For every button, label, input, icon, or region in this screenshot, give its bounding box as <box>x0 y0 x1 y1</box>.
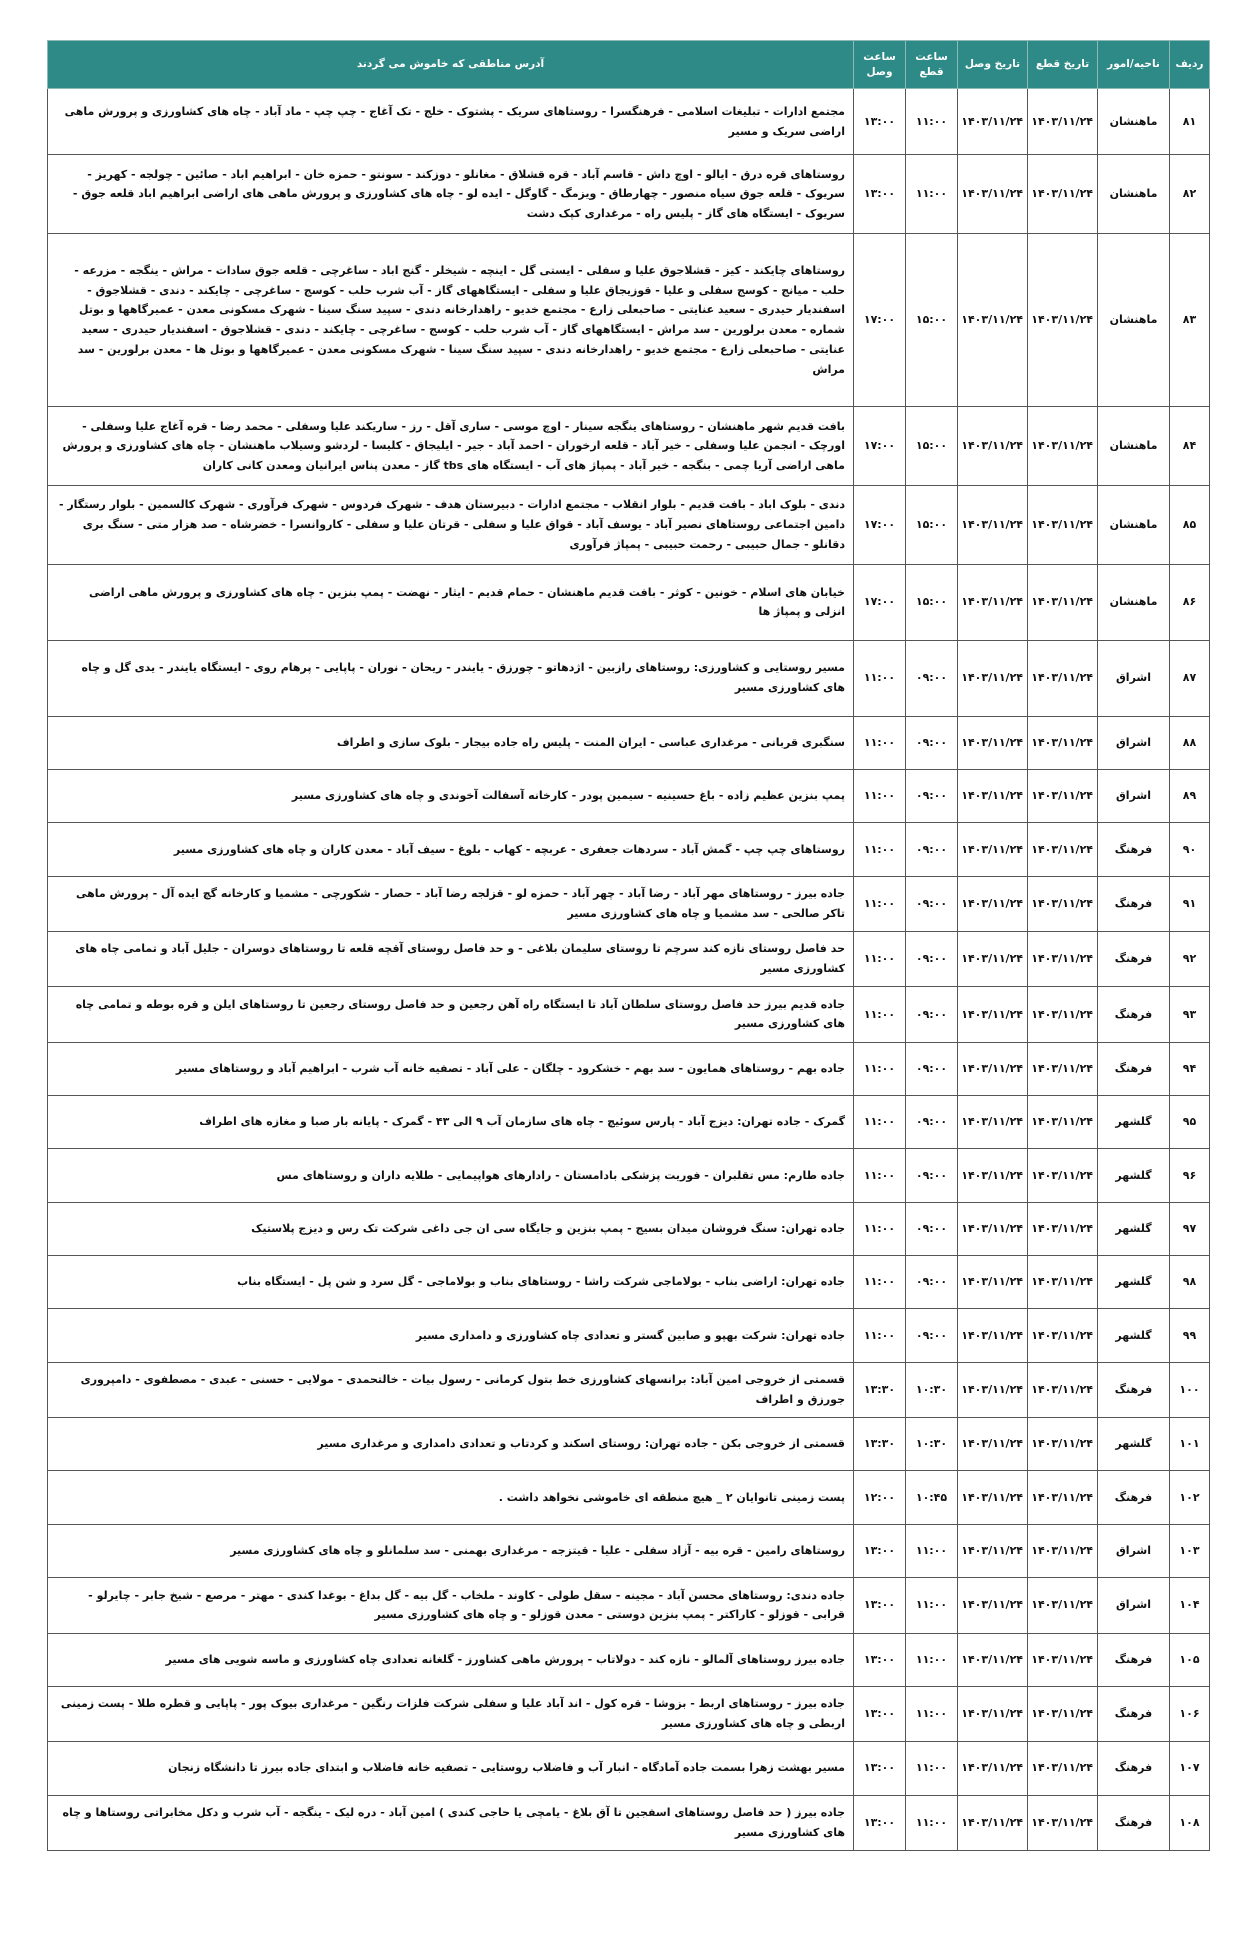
row-cut-time: ۱۵:۰۰ <box>906 564 958 640</box>
row-address: خیابان های اسلام - خونین - کوثر - بافت قدیم ماهنشان - حمام قدیم - ایثار - نهضت - پمپ بنزین - چاه های کشاورزی و پرورش ماهی اراضی انزلی و پمپاژ ها <box>48 564 854 640</box>
row-address: روستاهای چپ چپ - گمش آباد - سردهات جعفری - عربچه - کهاب - بلوغ - سیف آباد - معدن کاران و چاه های کشاورزی مسیر <box>48 823 854 876</box>
row-connect-time: ۱۷:۰۰ <box>854 407 906 486</box>
row-number: ۹۶ <box>1170 1149 1210 1202</box>
table-row <box>48 1095 1210 1148</box>
row-cut-time: ۰۹:۰۰ <box>906 1256 958 1309</box>
table-row <box>48 770 1210 823</box>
row-address: پست زمینی تانوایان ۲ _ هیچ منطقه ای خاموشی نخواهد داشت . <box>48 1471 854 1524</box>
table-row <box>48 1795 1210 1850</box>
row-connect-time: ۱۱:۰۰ <box>854 716 906 769</box>
row-cut-date: ۱۴۰۳/۱۱/۲۴ <box>1028 1256 1098 1309</box>
row-address: جاده بهم - روستاهای همایون - سد بهم - خشکرود - چلگان - علی آباد - تصفیه خانه آب شرب - ابراهیم آباد و روستاهای مسیر <box>48 1042 854 1095</box>
table-row <box>48 407 1210 486</box>
row-number: ۱۰۶ <box>1170 1686 1210 1741</box>
row-cut-date: ۱۴۰۳/۱۱/۲۴ <box>1028 1362 1098 1417</box>
row-connect-date: ۱۴۰۳/۱۱/۲۴ <box>958 770 1028 823</box>
row-number: ۹۵ <box>1170 1095 1210 1148</box>
row-address: جاده تهران: شرکت بهپو و صابین گستر و تعدادی چاه کشاورزی و دامداری مسیر <box>48 1309 854 1362</box>
row-address: سنگبری قربانی - مرغداری عباسی - ایران المنت - پلیس راه جاده بیجار - بلوک سازی و اطراف <box>48 716 854 769</box>
row-address: قسمتی از خروجی بکن - جاده تهران: روستای اسکند و کردتاب و تعدادی دامداری و مرغداری مسیر <box>48 1418 854 1471</box>
row-cut-time: ۰۹:۰۰ <box>906 716 958 769</box>
row-address: جاده بیرز - روستاهای مهر آباد - رضا آباد - چهر آباد - حمزه لو - قزلجه رضا آباد - حصار - شکورچی - مشمیا و کارخانه گچ ایده آل - پرورش ماهی تاکر صالحی - سد مشمیا و چاه های کشاورزی مسیر <box>48 876 854 931</box>
row-number: ۸۲ <box>1170 155 1210 234</box>
row-connect-date: ۱۴۰۳/۱۱/۲۴ <box>958 407 1028 486</box>
row-number: ۱۰۱ <box>1170 1418 1210 1471</box>
row-area: فرهنگ <box>1098 1362 1170 1417</box>
row-cut-date: ۱۴۰۳/۱۱/۲۴ <box>1028 1578 1098 1633</box>
table-row <box>48 932 1210 987</box>
row-area: ماهنشان <box>1098 407 1170 486</box>
row-cut-date: ۱۴۰۳/۱۱/۲۴ <box>1028 1795 1098 1850</box>
row-address: مسیر بهشت زهرا بسمت جاده آمادگاه - انبار آب و فاضلاب روستایی - تصفیه خانه فاضلاب و ابتدای جاده بیرز تا دانشگاه زنجان <box>48 1742 854 1795</box>
table-row <box>48 716 1210 769</box>
row-address: جاده بیرز روستاهای آلمالو - نازه کند - دولاتاب - پرورش ماهی کشاورز - گلغانه تعدادی چاه کشاورزی و ماسه شویی های مسیر <box>48 1633 854 1686</box>
row-connect-time: ۱۱:۰۰ <box>854 987 906 1042</box>
header-area: ناحیه/امور <box>1098 41 1170 89</box>
row-cut-time: ۱۱:۰۰ <box>906 1633 958 1686</box>
row-number: ۹۳ <box>1170 987 1210 1042</box>
table-row <box>48 89 1210 155</box>
row-number: ۹۰ <box>1170 823 1210 876</box>
row-cut-date: ۱۴۰۳/۱۱/۲۴ <box>1028 1742 1098 1795</box>
row-cut-date: ۱۴۰۳/۱۱/۲۴ <box>1028 1042 1098 1095</box>
header-connect-time: ساعت وصل <box>854 41 906 89</box>
row-number: ۸۷ <box>1170 640 1210 716</box>
row-area: اشراق <box>1098 1578 1170 1633</box>
row-cut-date: ۱۴۰۳/۱۱/۲۴ <box>1028 486 1098 565</box>
row-connect-time: ۱۱:۰۰ <box>854 932 906 987</box>
header-cut-date: تاریخ قطع <box>1028 41 1098 89</box>
outage-table-sheet <box>47 40 1209 1851</box>
row-cut-date: ۱۴۰۳/۱۱/۲۴ <box>1028 1418 1098 1471</box>
row-connect-time: ۱۳:۰۰ <box>854 1633 906 1686</box>
row-cut-time: ۱۰:۳۰ <box>906 1362 958 1417</box>
row-cut-time: ۱۵:۰۰ <box>906 486 958 565</box>
row-cut-date: ۱۴۰۳/۱۱/۲۴ <box>1028 1095 1098 1148</box>
row-cut-date: ۱۴۰۳/۱۱/۲۴ <box>1028 1149 1098 1202</box>
row-number: ۹۷ <box>1170 1202 1210 1255</box>
row-connect-date: ۱۴۰۳/۱۱/۲۴ <box>958 1524 1028 1577</box>
row-address: حد فاصل روستای نازه کند سرچم تا روستای سلیمان بلاغی - و حد فاصل روستای آقچه قلعه تا روستاهای دوسران - جلیل آباد و تمامی چاه های کشاورزی مسیر <box>48 932 854 987</box>
row-cut-date: ۱۴۰۳/۱۱/۲۴ <box>1028 407 1098 486</box>
row-area: اشراق <box>1098 1524 1170 1577</box>
row-cut-date: ۱۴۰۳/۱۱/۲۴ <box>1028 89 1098 155</box>
row-cut-date: ۱۴۰۳/۱۱/۲۴ <box>1028 564 1098 640</box>
row-connect-date: ۱۴۰۳/۱۱/۲۴ <box>958 486 1028 565</box>
row-area: گلشهر <box>1098 1149 1170 1202</box>
row-number: ۱۰۸ <box>1170 1795 1210 1850</box>
table-row <box>48 1578 1210 1633</box>
row-connect-time: ۱۱:۰۰ <box>854 640 906 716</box>
row-cut-date: ۱۴۰۳/۱۱/۲۴ <box>1028 1202 1098 1255</box>
row-connect-time: ۱۱:۰۰ <box>854 1042 906 1095</box>
row-area: گلشهر <box>1098 1095 1170 1148</box>
row-area: گلشهر <box>1098 1202 1170 1255</box>
row-cut-date: ۱۴۰۳/۱۱/۲۴ <box>1028 234 1098 407</box>
row-area: اشراق <box>1098 770 1170 823</box>
row-number: ۸۴ <box>1170 407 1210 486</box>
row-cut-date: ۱۴۰۳/۱۱/۲۴ <box>1028 1471 1098 1524</box>
row-connect-time: ۱۱:۰۰ <box>854 1309 906 1362</box>
row-cut-time: ۰۹:۰۰ <box>906 876 958 931</box>
row-address: مسیر روستایی و کشاورزی: روستاهای رازبین - اژدهاتو - چورزق - یایندر - ریحان - نوران - پاپایی - پرهام روی - ایستگاه یایندر - یدی گل و چاه های کشاورزی مسیر <box>48 640 854 716</box>
row-number: ۸۶ <box>1170 564 1210 640</box>
row-number: ۸۳ <box>1170 234 1210 407</box>
table-body <box>48 89 1210 1851</box>
row-area: اشراق <box>1098 640 1170 716</box>
row-number: ۱۰۴ <box>1170 1578 1210 1633</box>
row-area: فرهنگ <box>1098 1742 1170 1795</box>
row-cut-time: ۰۹:۰۰ <box>906 1042 958 1095</box>
row-area: ماهنشان <box>1098 486 1170 565</box>
row-cut-date: ۱۴۰۳/۱۱/۲۴ <box>1028 932 1098 987</box>
row-area: فرهنگ <box>1098 1471 1170 1524</box>
row-connect-time: ۱۱:۰۰ <box>854 1149 906 1202</box>
row-cut-time: ۱۱:۰۰ <box>906 1686 958 1741</box>
table-row <box>48 234 1210 407</box>
row-address: جاده بیرز ( حد فاصل روستاهای اسفجین تا آق بلاغ - یامچی یا حاجی کندی ) امین آباد - دره لیک - ینگجه - آب شرب و دکل مخابراتی روستاها و چاه های کشاورزی مسیر <box>48 1795 854 1850</box>
row-connect-date: ۱۴۰۳/۱۱/۲۴ <box>958 640 1028 716</box>
row-cut-date: ۱۴۰۳/۱۱/۲۴ <box>1028 1633 1098 1686</box>
row-address: بافت قدیم شهر ماهنشان - روستاهای ینگجه سینار - اوچ موسی - ساری آقل - رز - ساریکند علیا وسفلی - محمد رضا - قره آغاج علیا وسفلی - اورچک - انجمن علیا وسفلی - خیر آباد - قلعه ارخوران - احمد آباد - جیر - ایلیجاق - کلیسا - لردشو وسیلاب ماهنشان - چاه های کشاورزی و پرورش ماهی اراضی آریا چمی - بنگجه - خیر آباد - پمپاژ های آب - ایستگاه های tbs گاز - معدن پناس ایرانیان ومعدن کانی کاران <box>48 407 854 486</box>
header-connect-date: تاریخ وصل <box>958 41 1028 89</box>
row-number: ۸۱ <box>1170 89 1210 155</box>
table-row <box>48 1742 1210 1795</box>
row-cut-time: ۱۱:۰۰ <box>906 89 958 155</box>
row-cut-time: ۱۵:۰۰ <box>906 234 958 407</box>
row-address: پمپ بنزین عظیم زاده - باغ حسینیه - سیمین پودر - کارخانه آسفالت آخوندی و چاه های کشاورزی مسیر <box>48 770 854 823</box>
row-area: فرهنگ <box>1098 1633 1170 1686</box>
row-number: ۸۵ <box>1170 486 1210 565</box>
row-cut-time: ۰۹:۰۰ <box>906 823 958 876</box>
row-area: فرهنگ <box>1098 876 1170 931</box>
row-connect-date: ۱۴۰۳/۱۱/۲۴ <box>958 1742 1028 1795</box>
row-address: جاده تهران: سنگ فروشان میدان بسیج - پمپ بنزین و جایگاه سی ان جی داغی شرکت تک رس و دیزج پلاستیک <box>48 1202 854 1255</box>
row-area: فرهنگ <box>1098 932 1170 987</box>
row-connect-date: ۱۴۰۳/۱۱/۲۴ <box>958 1578 1028 1633</box>
row-number: ۹۲ <box>1170 932 1210 987</box>
row-connect-time: ۱۷:۰۰ <box>854 564 906 640</box>
row-area: فرهنگ <box>1098 987 1170 1042</box>
row-connect-date: ۱۴۰۳/۱۱/۲۴ <box>958 1633 1028 1686</box>
row-connect-time: ۱۷:۰۰ <box>854 486 906 565</box>
row-connect-time: ۱۳:۰۰ <box>854 1686 906 1741</box>
table-row <box>48 1418 1210 1471</box>
row-area: گلشهر <box>1098 1309 1170 1362</box>
table-row <box>48 486 1210 565</box>
row-number: ۱۰۲ <box>1170 1471 1210 1524</box>
table-row <box>48 1362 1210 1417</box>
row-cut-time: ۱۰:۴۵ <box>906 1471 958 1524</box>
row-area: اشراق <box>1098 716 1170 769</box>
row-cut-time: ۰۹:۰۰ <box>906 1095 958 1148</box>
header-address: آدرس مناطقی که خاموش می گردند <box>48 41 854 89</box>
row-cut-time: ۱۱:۰۰ <box>906 1742 958 1795</box>
row-number: ۱۰۷ <box>1170 1742 1210 1795</box>
row-cut-time: ۱۱:۰۰ <box>906 155 958 234</box>
header-row <box>48 41 1210 89</box>
row-cut-time: ۰۹:۰۰ <box>906 932 958 987</box>
row-connect-date: ۱۴۰۳/۱۱/۲۴ <box>958 1149 1028 1202</box>
row-address: گمرک - جاده تهران: دیزج آباد - پارس سوئیچ - چاه های سازمان آب ۹ الی ۴۳ - گمرک - پایانه بار صبا و مغازه های اطراف <box>48 1095 854 1148</box>
row-cut-time: ۰۹:۰۰ <box>906 1149 958 1202</box>
table-row <box>48 1202 1210 1255</box>
row-connect-time: ۱۳:۰۰ <box>854 1742 906 1795</box>
row-cut-time: ۰۹:۰۰ <box>906 1202 958 1255</box>
row-number: ۱۰۳ <box>1170 1524 1210 1577</box>
row-address: روستاهای رامین - قره بیه - آزاد سفلی - علیا - قیتزجه - مرغداری بهمنی - سد سلمانلو و چاه های کشاورزی مسیر <box>48 1524 854 1577</box>
row-address: دندی - بلوک اباد - بافت قدیم - بلوار انقلاب - مجتمع ادارات - دبیرستان هدف - شهرک فردوس - شهرک فرآوری - شهرک کالسمین - بلوار رستگار - دامین اجتماعی روستاهای نصیر آباد - یوسف آباد - قواق علیا و سفلی - قرتان علیا و سفلی - کاروانسرا - خضرشاه - صد هزار متی - سنگ بری دقانلو - جمال حبیبی - رحمت حبیبی - پمپاژ فرآوری <box>48 486 854 565</box>
row-cut-date: ۱۴۰۳/۱۱/۲۴ <box>1028 876 1098 931</box>
row-connect-date: ۱۴۰۳/۱۱/۲۴ <box>958 876 1028 931</box>
row-connect-date: ۱۴۰۳/۱۱/۲۴ <box>958 932 1028 987</box>
table-row <box>48 1256 1210 1309</box>
row-cut-date: ۱۴۰۳/۱۱/۲۴ <box>1028 1309 1098 1362</box>
row-connect-time: ۱۷:۰۰ <box>854 234 906 407</box>
row-cut-time: ۰۹:۰۰ <box>906 770 958 823</box>
row-area: فرهنگ <box>1098 823 1170 876</box>
row-connect-date: ۱۴۰۳/۱۱/۲۴ <box>958 1795 1028 1850</box>
row-connect-date: ۱۴۰۳/۱۱/۲۴ <box>958 1362 1028 1417</box>
row-connect-date: ۱۴۰۳/۱۱/۲۴ <box>958 564 1028 640</box>
row-connect-time: ۱۱:۰۰ <box>854 876 906 931</box>
table-row <box>48 1149 1210 1202</box>
row-cut-date: ۱۴۰۳/۱۱/۲۴ <box>1028 1524 1098 1577</box>
row-connect-date: ۱۴۰۳/۱۱/۲۴ <box>958 89 1028 155</box>
row-cut-date: ۱۴۰۳/۱۱/۲۴ <box>1028 155 1098 234</box>
row-connect-date: ۱۴۰۳/۱۱/۲۴ <box>958 1202 1028 1255</box>
table-row <box>48 1686 1210 1741</box>
table-row <box>48 155 1210 234</box>
row-connect-time: ۱۳:۰۰ <box>854 1578 906 1633</box>
row-number: ۹۱ <box>1170 876 1210 931</box>
row-connect-time: ۱۳:۰۰ <box>854 1795 906 1850</box>
row-connect-date: ۱۴۰۳/۱۱/۲۴ <box>958 1309 1028 1362</box>
row-number: ۹۹ <box>1170 1309 1210 1362</box>
row-connect-time: ۱۱:۰۰ <box>854 823 906 876</box>
row-connect-time: ۱۱:۰۰ <box>854 770 906 823</box>
outage-table <box>47 40 1210 1851</box>
row-connect-time: ۱۱:۰۰ <box>854 1095 906 1148</box>
row-connect-date: ۱۴۰۳/۱۱/۲۴ <box>958 1686 1028 1741</box>
row-cut-time: ۱۰:۳۰ <box>906 1418 958 1471</box>
row-connect-time: ۱۳:۳۰ <box>854 1362 906 1417</box>
table-row <box>48 1042 1210 1095</box>
row-cut-time: ۰۹:۰۰ <box>906 1309 958 1362</box>
row-area: فرهنگ <box>1098 1795 1170 1850</box>
row-number: ۹۴ <box>1170 1042 1210 1095</box>
row-area: ماهنشان <box>1098 234 1170 407</box>
row-address: جاده بیرز - روستاهای اربط - بزوشا - قره کول - اند آباد علیا و سفلی شرکت فلزات رنگین - مرغداری بیوک پور - پاپایی و قطره طلا - پست زمینی اربطی و چاه های کشاورزی مسیر <box>48 1686 854 1741</box>
table-row <box>48 1309 1210 1362</box>
table-row <box>48 1471 1210 1524</box>
row-area: ماهنشان <box>1098 89 1170 155</box>
table-row <box>48 987 1210 1042</box>
header-row-number: ردیف <box>1170 41 1210 89</box>
row-area: گلشهر <box>1098 1418 1170 1471</box>
row-cut-time: ۱۱:۰۰ <box>906 1578 958 1633</box>
row-area: گلشهر <box>1098 1256 1170 1309</box>
row-cut-date: ۱۴۰۳/۱۱/۲۴ <box>1028 987 1098 1042</box>
row-connect-date: ۱۴۰۳/۱۱/۲۴ <box>958 987 1028 1042</box>
row-cut-time: ۰۹:۰۰ <box>906 640 958 716</box>
table-row <box>48 1633 1210 1686</box>
row-connect-time: ۱۱:۰۰ <box>854 1202 906 1255</box>
row-connect-time: ۱۲:۰۰ <box>854 1471 906 1524</box>
row-connect-date: ۱۴۰۳/۱۱/۲۴ <box>958 716 1028 769</box>
row-connect-date: ۱۴۰۳/۱۱/۲۴ <box>958 234 1028 407</box>
row-address: جاده قدیم بیرز حد فاصل روستای سلطان آباد تا ایستگاه راه آهن رجعین و حد فاصل روستای رجعین تا روستاهای ایلن و قره بوطه و تمامی چاه های کشاورزی مسیر <box>48 987 854 1042</box>
row-address: قسمتی از خروجی امین آباد: برانسهای کشاورزی خط بتول کرمانی - رسول بیات - خالتحمدی - مولایی - حسنی - عبدی - مصطفوی - دامپروری جورزق و اطراف <box>48 1362 854 1417</box>
row-connect-time: ۱۳:۰۰ <box>854 89 906 155</box>
row-connect-date: ۱۴۰۳/۱۱/۲۴ <box>958 823 1028 876</box>
row-connect-date: ۱۴۰۳/۱۱/۲۴ <box>958 1095 1028 1148</box>
table-row <box>48 640 1210 716</box>
table-row <box>48 823 1210 876</box>
row-number: ۸۸ <box>1170 716 1210 769</box>
row-cut-date: ۱۴۰۳/۱۱/۲۴ <box>1028 770 1098 823</box>
row-area: فرهنگ <box>1098 1686 1170 1741</box>
row-connect-date: ۱۴۰۳/۱۱/۲۴ <box>958 1042 1028 1095</box>
table-row <box>48 1524 1210 1577</box>
table-row <box>48 876 1210 931</box>
row-area: فرهنگ <box>1098 1042 1170 1095</box>
row-cut-date: ۱۴۰۳/۱۱/۲۴ <box>1028 640 1098 716</box>
row-area: ماهنشان <box>1098 564 1170 640</box>
row-cut-time: ۰۹:۰۰ <box>906 987 958 1042</box>
row-address: جاده طارم: مس تقلبران - فوریت پزشکی بادامستان - رادارهای هواپیمایی - طلایه داران و روستاهای مس <box>48 1149 854 1202</box>
row-connect-time: ۱۱:۰۰ <box>854 1256 906 1309</box>
row-connect-date: ۱۴۰۳/۱۱/۲۴ <box>958 1471 1028 1524</box>
row-number: ۱۰۵ <box>1170 1633 1210 1686</box>
row-cut-time: ۱۵:۰۰ <box>906 407 958 486</box>
row-cut-date: ۱۴۰۳/۱۱/۲۴ <box>1028 1686 1098 1741</box>
row-cut-date: ۱۴۰۳/۱۱/۲۴ <box>1028 716 1098 769</box>
row-cut-time: ۱۱:۰۰ <box>906 1795 958 1850</box>
row-address: جاده تهران: اراضی بناب - بولاماجی شرکت راشا - روستاهای بناب و بولاماجی - گل سرد و شن پل - ایستگاه بناب <box>48 1256 854 1309</box>
row-connect-date: ۱۴۰۳/۱۱/۲۴ <box>958 155 1028 234</box>
row-address: روستاهای چایکند - کیز - قشلاجوق علیا و سفلی - ایستی گل - اینچه - شیخلر - گنج اباد - ساغرچی - قلعه جوق سادات - مراش - ینگجه - مزرعه - حلب - میانج - کوسج سفلی و علیا - قوزیجاق علیا و سفلی - ایستگاههای گاز - آب شرب حلب - کوسج - ساغرچی - چایکند - دندی - قشلاجوق - اسفندیار حیدری - سعید عنایتی - صاحبعلی زارع - مجتمع خدیو - راهدارخانه دندی - سپید سنگ سینا - شهرک مسکونی معدن - عمیرگاهها و بوتل شماره - معدن برلورین - سد مراش - ایستگاههای گاز - آب شرب حلب - کوسج - ساغرچی - چایکند - دندی - قشلاجوق - اسفندیار حیدری - سعید عنایتی - صاحبعلی زارع - مجتمع خدیو - راهدارخانه دندی - سپید سنگ سینا - شهرک مسکونی معدن - عمیرگاهها و بوتل ها - معدن برلورین - سد مراش <box>48 234 854 407</box>
row-connect-time: ۱۳:۰۰ <box>854 1524 906 1577</box>
header-cut-time: ساعت قطع <box>906 41 958 89</box>
row-connect-time: ۱۳:۰۰ <box>854 155 906 234</box>
row-number: ۹۸ <box>1170 1256 1210 1309</box>
row-number: ۸۹ <box>1170 770 1210 823</box>
row-connect-date: ۱۴۰۳/۱۱/۲۴ <box>958 1418 1028 1471</box>
row-address: مجتمع ادارات - تبلیغات اسلامی - فرهنگسرا - روستاهای سریک - پشتوک - خلج - تک آغاج - چپ چپ - ماد آباد - چاه های کشاورزی و پرورش ماهی اراضی سریک و مسیر <box>48 89 854 155</box>
row-connect-date: ۱۴۰۳/۱۱/۲۴ <box>958 1256 1028 1309</box>
row-address: روستاهای قره درق - ایالو - اوچ داش - قاسم آباد - قره قشلاق - مغانلو - دوزکند - سونتو - حمزه خان - ابراهیم اباد - صائین - چولجه - کهریز - سریوک - قلعه جوق سیاه منصور - چهارطاق - ویزمگ - گاوگل - ایده لو - چاه های کشاورزی و پرورش ماهی های اراضی ابراهیم اباد قلعه جوق - سریوک - ایستگاه های گاز - پلیس راه - مرغداری کپک دشت <box>48 155 854 234</box>
row-connect-time: ۱۳:۳۰ <box>854 1418 906 1471</box>
row-address: جاده دندی: روستاهای محسن آباد - مجینه - سقل طولی - کاوند - ملخاب - گل بیه - گل بداغ - بوغدا کندی - مهتر - مرصع - شیخ جابر - چایرلو - قرابی - قوزلو - کاراکتر - پمپ بنزین دوستی - معدن قوزلو - و چاه های کشاورزی مسیر <box>48 1578 854 1633</box>
table-row <box>48 564 1210 640</box>
row-number: ۱۰۰ <box>1170 1362 1210 1417</box>
row-area: ماهنشان <box>1098 155 1170 234</box>
row-cut-date: ۱۴۰۳/۱۱/۲۴ <box>1028 823 1098 876</box>
row-cut-time: ۱۱:۰۰ <box>906 1524 958 1577</box>
